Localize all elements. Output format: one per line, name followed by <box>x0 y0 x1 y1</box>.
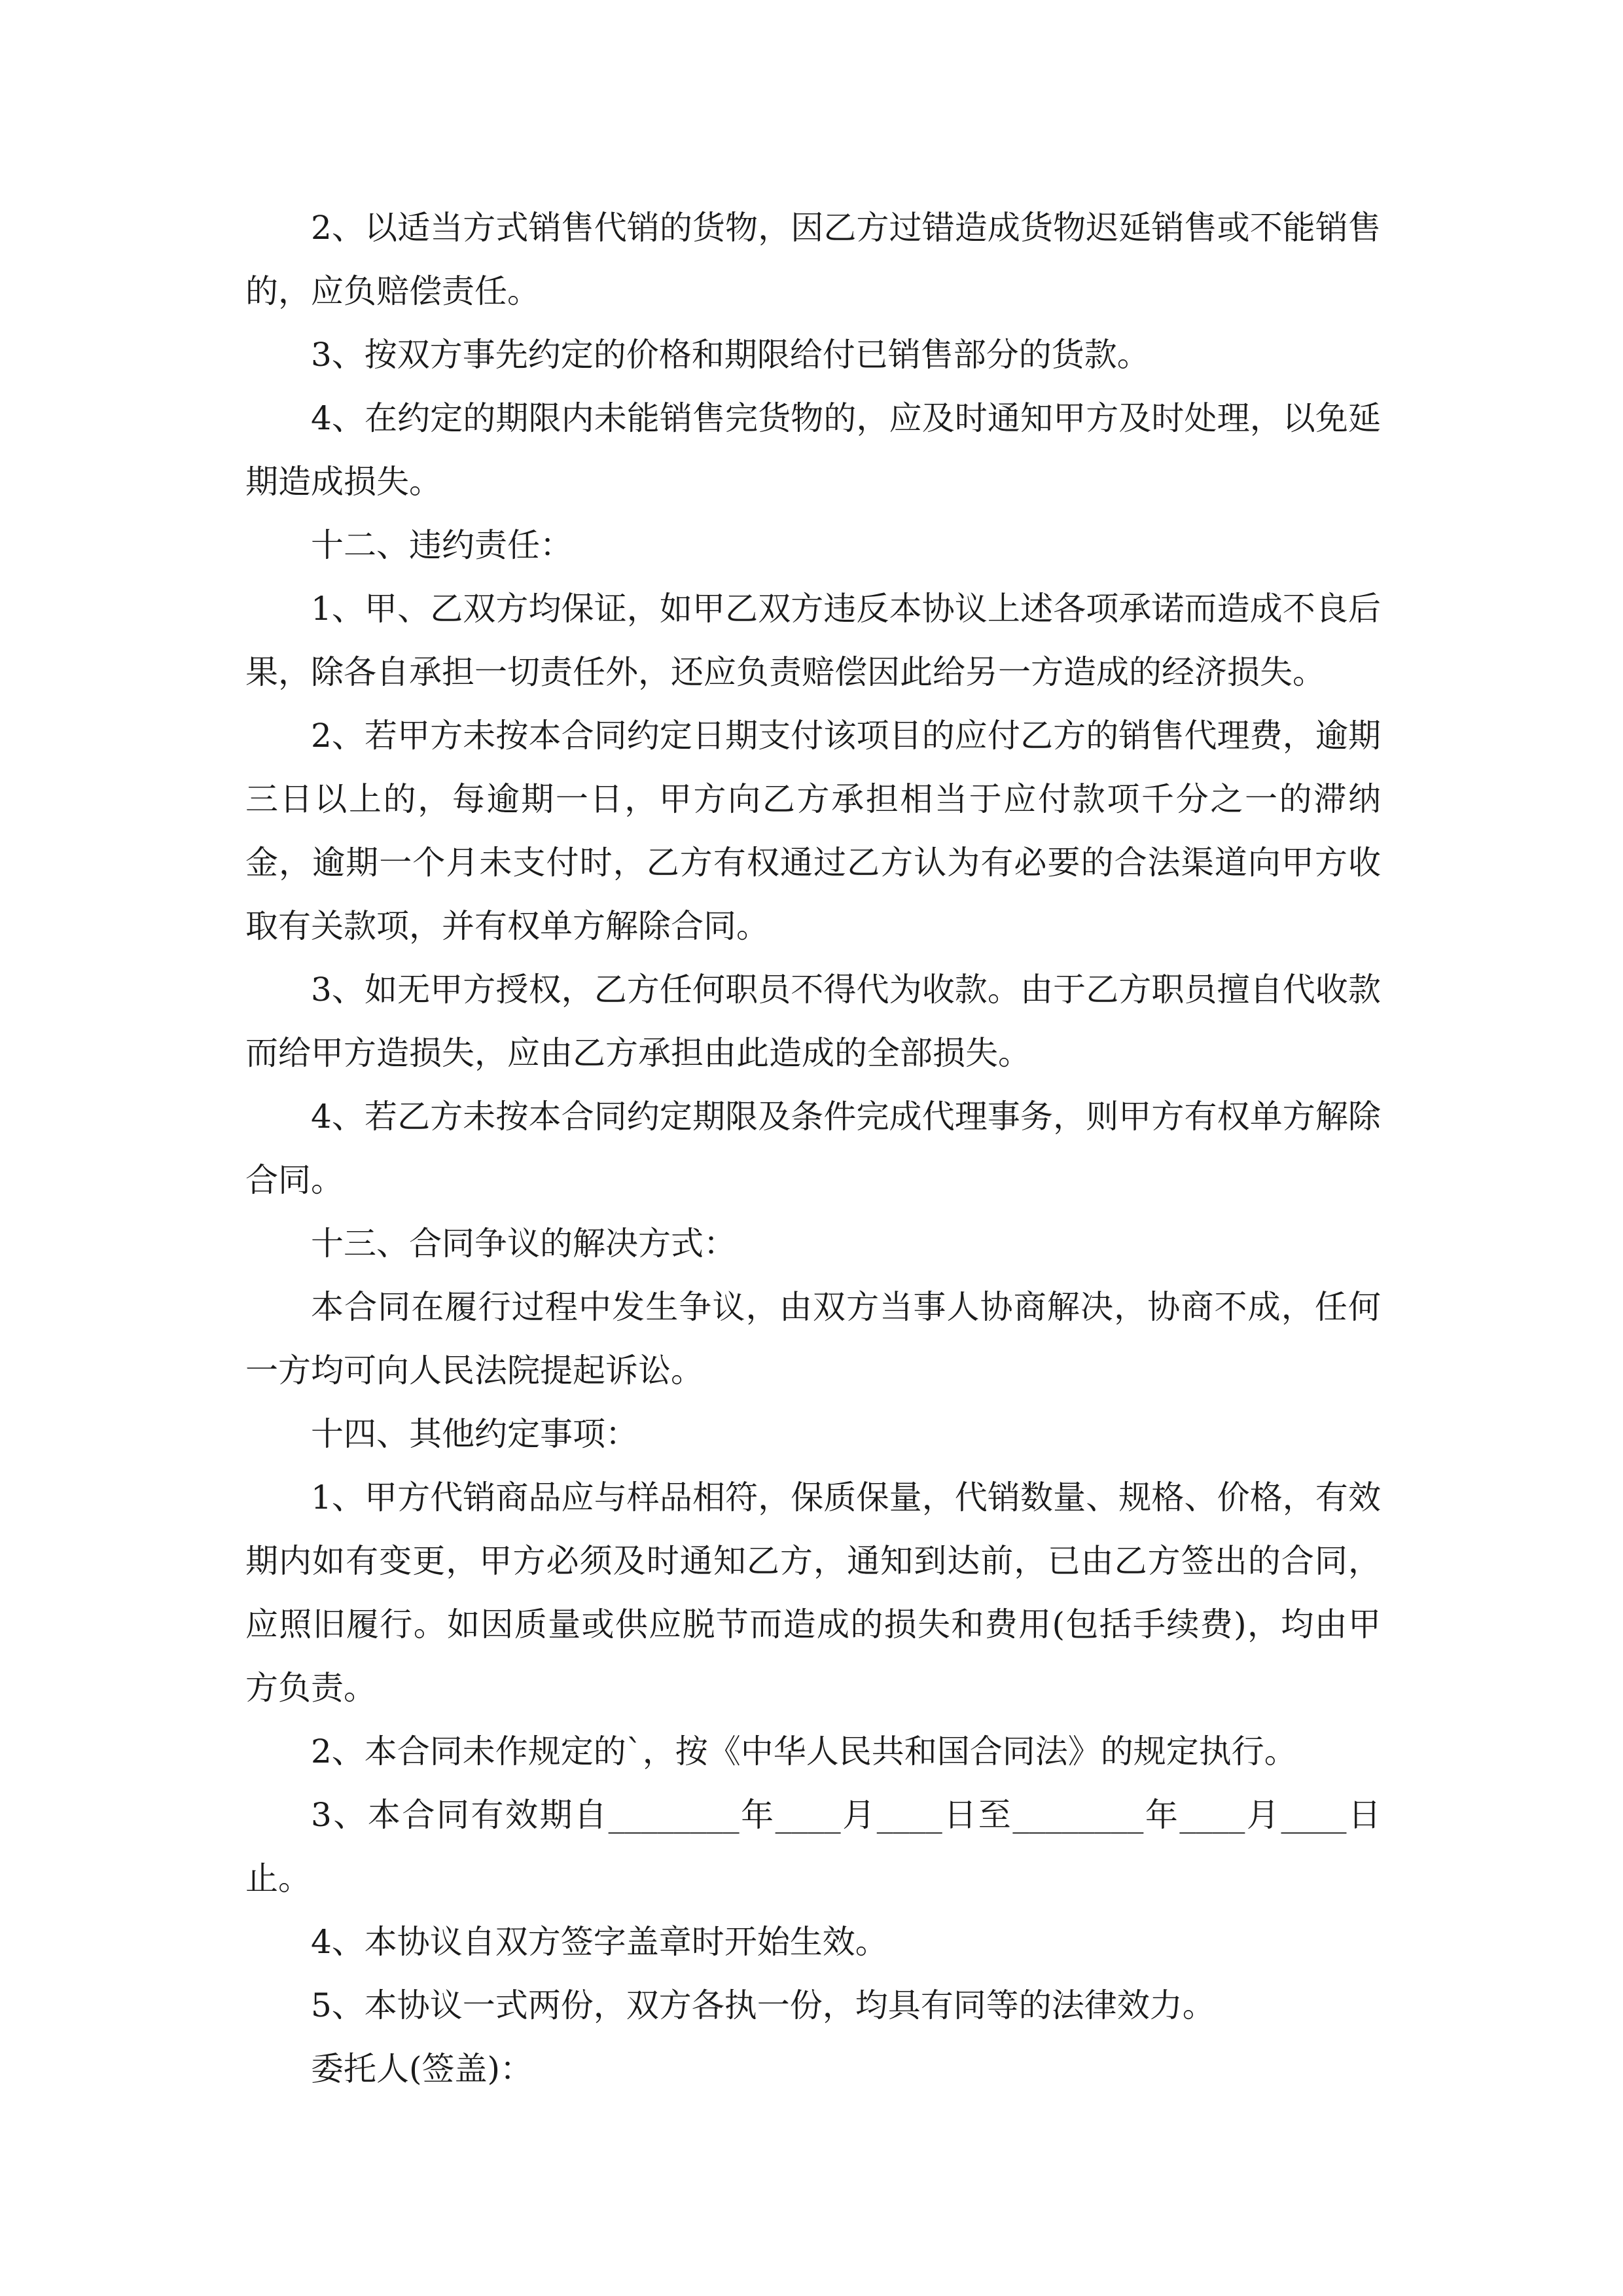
paragraph-clause-4: 4、在约定的期限内未能销售完货物的，应及时通知甲方及时处理，以免延期造成损失。 <box>245 399 1381 501</box>
paragraph-other-4: 4、本协议自双方签字盖章时开始生效。 <box>311 1923 888 1961</box>
paragraph-dispute: 本合同在履行过程中发生争议，由双方当事人协商解决，协商不成，任何一方均可向人民法院提起诉讼。 <box>245 1288 1381 1390</box>
section-heading-other-matters: 十四、其他约定事项： <box>311 1415 638 1453</box>
paragraph-clause-3: 3、按双方事先约定的价格和期限给付已销售部分的货款。 <box>311 336 1150 374</box>
document-body <box>245 196 1381 2101</box>
paragraph-breach-3: 3、如无甲方授权，乙方任何职员不得代为收款。由于乙方职员擅自代收款而给甲方造损失，应由乙方承担由此造成的全部损失。 <box>245 971 1381 1072</box>
paragraph-other-3-validity: 3、本合同有效期自________年____月____日至________年____月____日止。 <box>245 1796 1381 1897</box>
section-heading-dispute-resolution: 十三、合同争议的解决方式： <box>311 1225 736 1263</box>
signature-line-principal: 委托人(签盖)： <box>311 2050 533 2088</box>
paragraph-breach-1: 1、甲、乙双方均保证，如甲乙双方违反本协议上述各项承诺而造成不良后果，除各自承担一切责任外，还应负责赔偿因此给另一方造成的经济损失。 <box>245 590 1381 691</box>
paragraph-breach-4: 4、若乙方未按本合同约定期限及条件完成代理事务，则甲方有权单方解除合同。 <box>245 1098 1381 1199</box>
section-heading-breach-liability: 十二、违约责任： <box>311 526 573 564</box>
paragraph-other-5: 5、本协议一式两份，双方各执一份，均具有同等的法律效力。 <box>311 1986 1215 2024</box>
paragraph-breach-2: 2、若甲方未按本合同约定日期支付该项目的应付乙方的销售代理费，逾期三日以上的，每逾期一日，甲方向乙方承担相当于应付款项千分之一的滞纳金，逾期一个月未支付时，乙方有权通过乙方认为有必要的合法渠道向甲方收取有关款项，并有权单方解除合同。 <box>245 717 1381 945</box>
paragraph-other-2: 2、本合同未作规定的`，按《中华人民共和国合同法》的规定执行。 <box>311 1732 1297 1770</box>
paragraph-other-1: 1、甲方代销商品应与样品相符，保质保量，代销数量、规格、价格，有效期内如有变更，甲方必须及时通知乙方，通知到达前，已由乙方签出的合同，应照旧履行。如因质量或供应脱节而造成的损失和费用(包括手续费)，均由甲方负责。 <box>245 1479 1381 1707</box>
paragraph-clause-2: 2、以适当方式销售代销的货物，因乙方过错造成货物迟延销售或不能销售的，应负赔偿责任。 <box>245 209 1381 310</box>
